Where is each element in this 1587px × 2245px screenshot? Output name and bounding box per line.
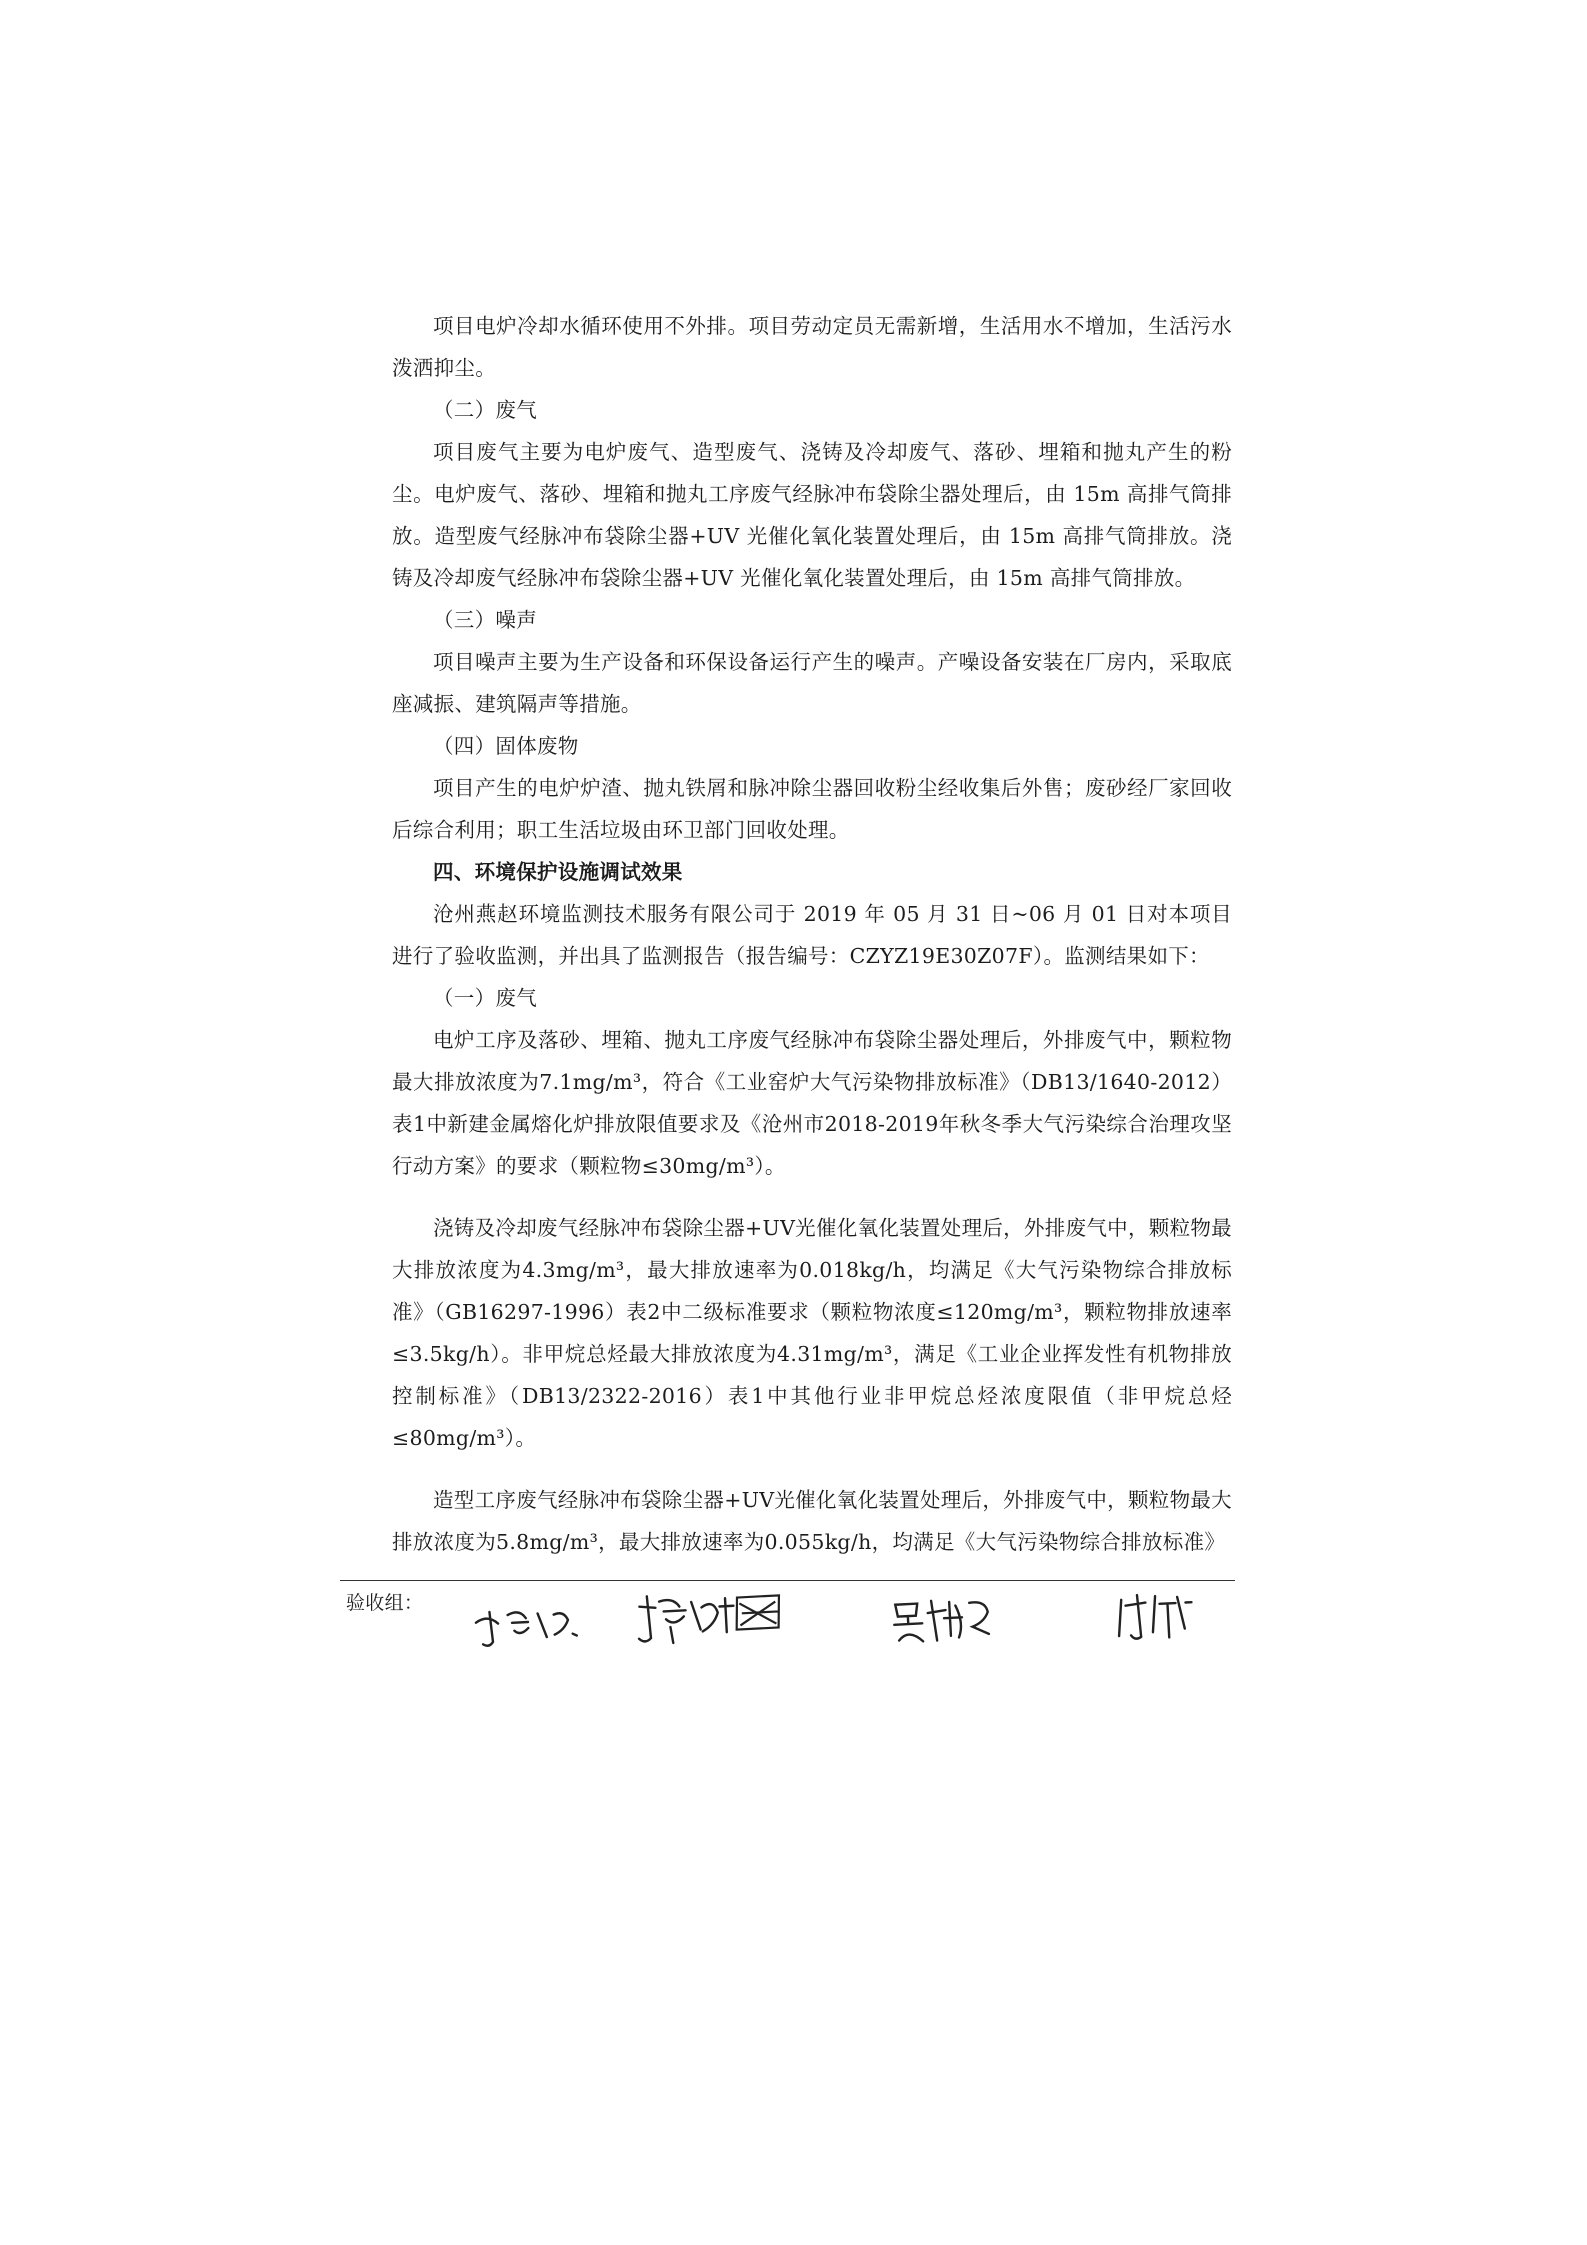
spacer	[392, 1459, 1232, 1479]
spacer	[392, 1187, 1232, 1207]
signature-handwriting-icon	[1110, 1582, 1203, 1647]
section-heading: （二）废气	[433, 398, 537, 422]
paragraph: 沧州燕赵环境监测技术服务有限公司于 2019 年 05 月 31 日~06 月 01 日对本项目进行了验收监测，并出具了监测报告（报告编号：CZYZ19E30Z07F）。监测结果如下：	[392, 902, 1232, 968]
paragraph: 电炉工序及落砂、埋箱、抛丸工序废气经脉冲布袋除尘器处理后，外排废气中，颗粒物最大排放浓度为7.1mg/m³，符合《工业窑炉大气污染物排放标准》（DB13/1640-2012）表1中新建金属熔化炉排放限值要求及《沧州市2018-2019年秋冬季大气污染综合治理攻坚行动方案》的要求（颗粒物≤30mg/m³）。	[392, 1028, 1232, 1178]
signature	[628, 1581, 791, 1654]
document-body	[392, 305, 1232, 1563]
paragraph: 项目产生的电炉炉渣、抛丸铁屑和脉冲除尘器回收粉尘经收集后外售；废砂经厂家回收后综合利用；职工生活垃圾由环卫部门回收处理。	[392, 776, 1232, 842]
paragraph: 造型工序废气经脉冲布袋除尘器+UV光催化氧化装置处理后，外排废气中，颗粒物最大排放浓度为5.8mg/m³，最大排放速率为0.055kg/h，均满足《大气污染物综合排放标准》	[392, 1488, 1232, 1554]
signature-handwriting-icon	[467, 1589, 590, 1655]
paragraph: 项目电炉冷却水循环使用不外排。项目劳动定员无需新增，生活用水不增加，生活污水泼洒抑尘。	[392, 314, 1232, 380]
paragraph: 项目噪声主要为生产设备和环保设备运行产生的噪声。产噪设备安装在厂房内，采取底座减振、建筑隔声等措施。	[392, 650, 1232, 716]
paragraph: 浇铸及冷却废气经脉冲布袋除尘器+UV光催化氧化装置处理后，外排废气中，颗粒物最大排放浓度为4.3mg/m³，最大排放速率为0.018kg/h，均满足《大气污染物综合排放标准》（GB16297-1996）表2中二级标准要求（颗粒物浓度≤120mg/m³，颗粒物排放速率≤3.5kg/h）。非甲烷总烃最大排放浓度为4.31mg/m³，满足《工业企业挥发性有机物排放控制标准》（DB13/2322-2016）表1中其他行业非甲烷总烃浓度限值（非甲烷总烃≤80mg/m³）。	[392, 1216, 1232, 1450]
signature	[467, 1589, 590, 1655]
signature-label: 验收组：	[346, 1592, 424, 1614]
paragraph: 项目废气主要为电炉废气、造型废气、浇铸及冷却废气、落砂、埋箱和抛丸产生的粉尘。电炉废气、落砂、埋箱和抛丸工序废气经脉冲布袋除尘器处理后，由 15m 高排气筒排放。造型废气经脉冲布袋除尘器+UV 光催化氧化装置处理后，由 15m 高排气筒排放。浇铸及冷却废气经脉冲布袋除尘器+UV 光催化氧化装置处理后，由 15m 高排气筒排放。	[392, 440, 1232, 590]
section-heading: （四）固体废物	[433, 734, 579, 758]
signature-handwriting-icon	[628, 1581, 791, 1654]
signature	[1110, 1582, 1203, 1647]
section-heading: （三）噪声	[433, 608, 537, 632]
section-heading: （一）废气	[433, 986, 537, 1010]
signature-handwriting-icon	[887, 1585, 1010, 1651]
signature	[887, 1585, 1010, 1651]
chapter-heading: 四、环境保护设施调试效果	[433, 860, 683, 884]
